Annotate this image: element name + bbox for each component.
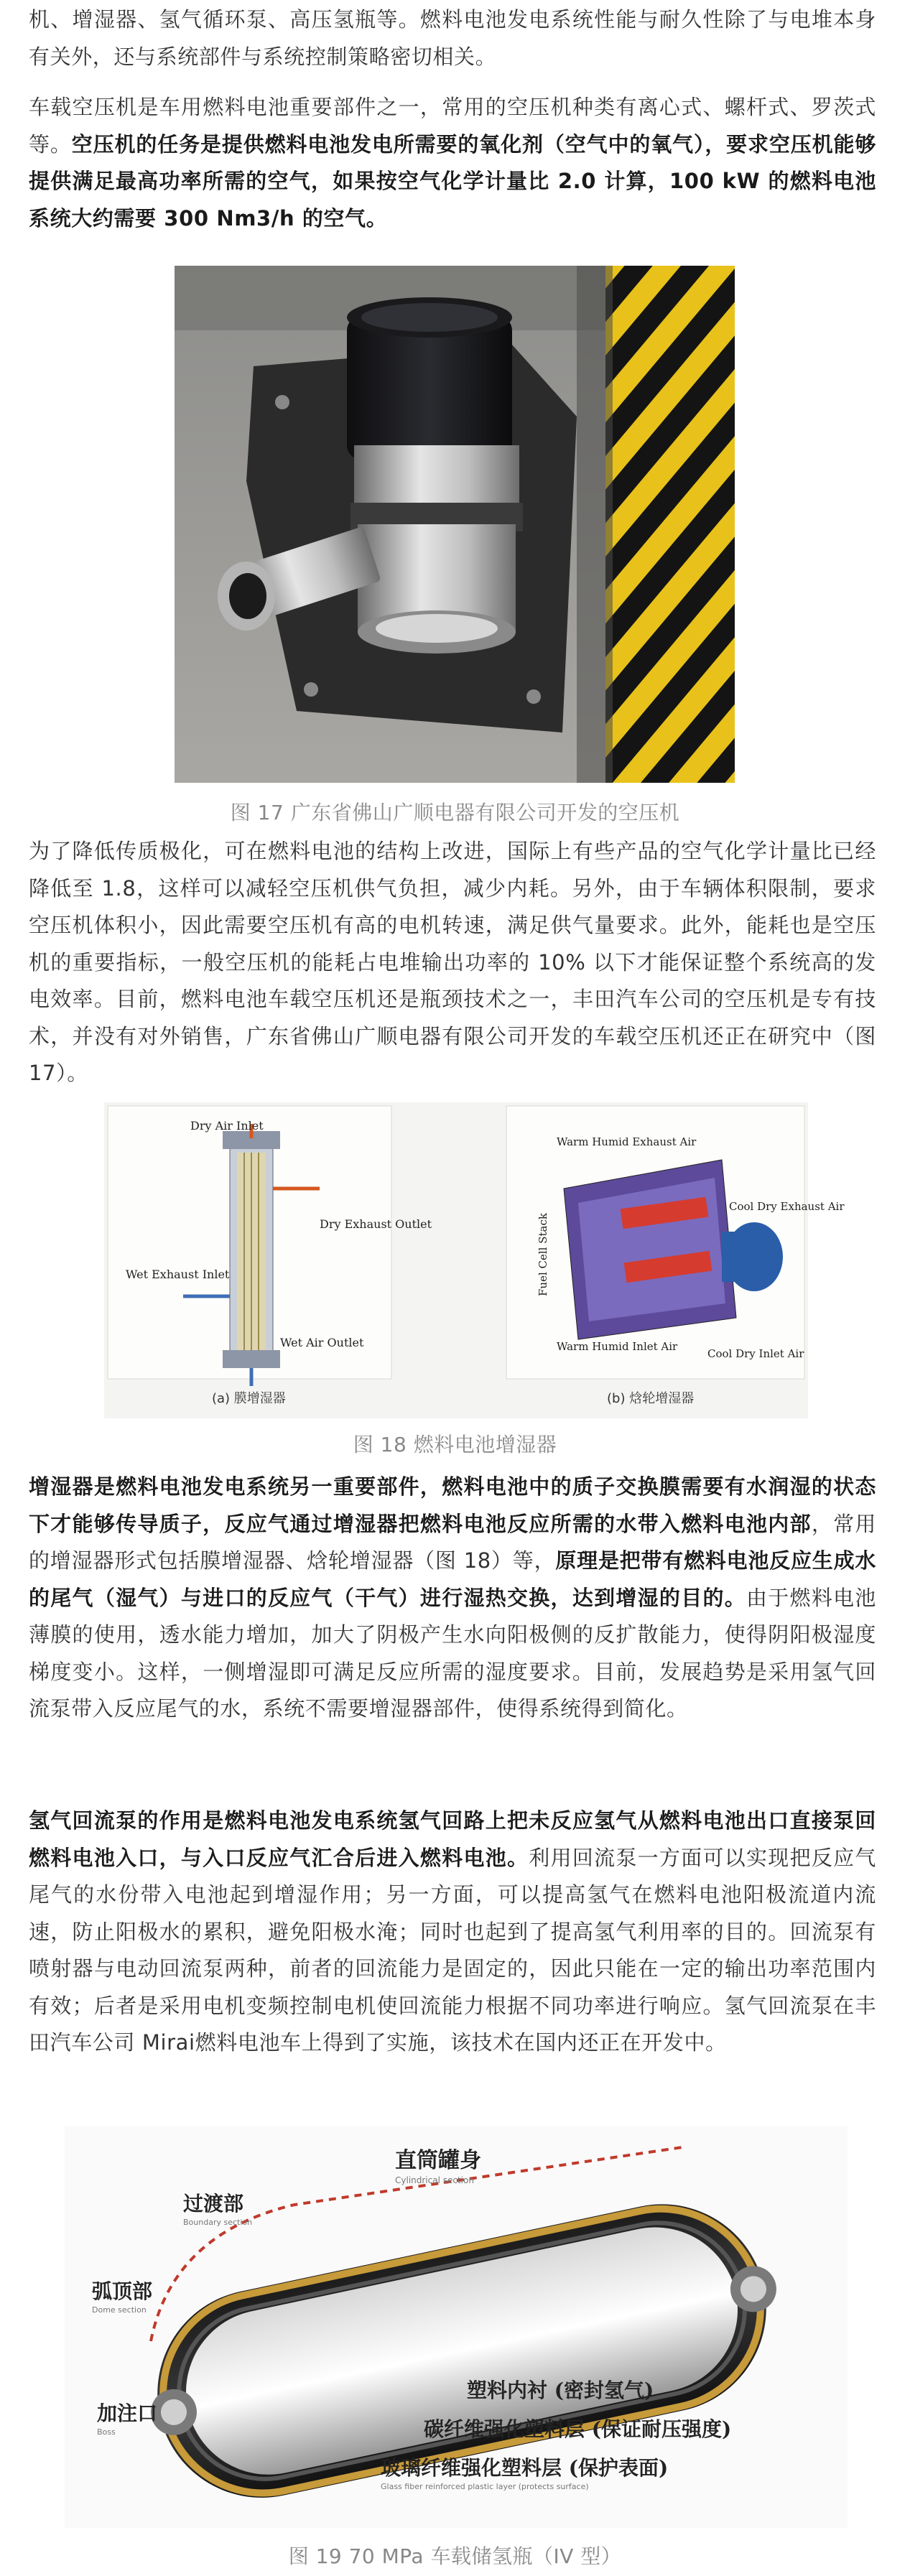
transition-en-label: Boundary section — [183, 2218, 253, 2227]
figure-18-caption: 图 18 燃料电池增湿器 — [353, 1433, 557, 1456]
glass-layer-en-label: Glass fiber reinforced plastic layer (protects surface) — [381, 2482, 589, 2491]
membrane-humidifier-sublabel: (a) 膜增湿器 — [212, 1391, 286, 1406]
compressor-bold-text: 空压机的任务是提供燃料电池发电所需要的氧化剂（空气中的氧气），要求空压机能够提供满足最高功率所需的空气，如果按空气化学计量比 2.0 计算，100 kW 的燃料电池系统大约需要 300 Nm3/h 的空气。 — [29, 131, 876, 231]
humidifier-bold-text-1: 增湿器是燃料电池发电系统另一重要部件，燃料电池中的质子交换膜需要有水润湿的状态下才能够传导质子，反应气通过增湿器把燃料电池反应所需的水带入燃料电池内部 — [29, 1474, 876, 1536]
enthalpy-wheel-diagram — [506, 1106, 845, 1406]
figure-17-compressor-photo — [175, 266, 735, 783]
cylinder-body-en-label: Cylindrical section — [395, 2175, 474, 2185]
liner-label: 塑料内衬 (密封氢气) — [467, 2379, 654, 2402]
wet-exhaust-inlet-label: Wet Exhaust Inlet — [126, 1268, 230, 1281]
humidifier-text-1: ，常用的增湿器形式包括膜增湿器、焓轮增湿器（图 18）等， — [29, 1511, 876, 1573]
figure-19-hydrogen-tank — [65, 2126, 848, 2528]
paragraph-compressor — [29, 89, 876, 237]
membrane-humidifier-diagram — [108, 1106, 432, 1406]
warm-humid-exhaust-label: Warm Humid Exhaust Air — [557, 1135, 697, 1148]
humidifier-bold-text-2: 原理是把带有燃料电池反应生成水的尾气（湿气）与进口的反应气（干气）进行湿热交换，达到增湿的目的。 — [29, 1548, 876, 1610]
dry-exhaust-outlet-label: Dry Exhaust Outlet — [320, 1217, 432, 1231]
humidifier-text-2: 由于燃料电池薄膜的使用，透水能力增加，加大了阴极产生水向阳极侧的反扩散能力，使得阴阳极湿度梯度变小。这样，一侧增湿即可满足反应所需的湿度要求。目前，发展趋势是采用氢气回流泵带入反应尾气的水，系统不需要增湿器部件，使得系统得到简化。 — [29, 1585, 876, 1721]
warm-humid-inlet-label: Warm Humid Inlet Air — [557, 1340, 678, 1353]
figure-19-caption: 图 19 70 MPa 车载储氢瓶（IV 型） — [288, 2544, 622, 2568]
paragraph-humidifier — [29, 1469, 876, 1728]
dome-en-label: Dome section — [92, 2305, 147, 2315]
dome-label: 弧顶部 — [92, 2279, 153, 2303]
paragraph-intro: 机、增湿器、氢气循环泵、高压氢瓶等。燃料电池发电系统性能与耐久性除了与电堆本身有关外，还与系统部件与系统控制策略密切相关。 — [29, 7, 876, 69]
pump-text: 利用回流泵一方面可以实现把反应气尾气的水份带入电池起到增湿作用；另一方面，可以提高氢气在燃料电池阳极流道内流速，防止阳极水的累积，避免阳极水淹；同时也起到了提高氢气利用率的目的。回流泵有喷射器与电动回流泵两种，前者的回流能力是固定的，因此只能在一定的输出功率范围内有效；后者是采用电机变频控制电机使回流能力根据不同功率进行响应。氢气回流泵在丰田汽车公司 Mirai燃料电池车上得到了实施，该技术在国内还正在开发中。 — [29, 1845, 876, 2055]
enthalpy-wheel-sublabel: (b) 焓轮增湿器 — [607, 1391, 695, 1406]
filling-port-en-label: Boss — [97, 2427, 116, 2437]
carbon-layer-label: 碳纤维强化塑料层 (保证耐压强度) — [424, 2417, 732, 2441]
hazard-stripe — [605, 266, 735, 783]
cylinder-body-label: 直筒罐身 — [395, 2148, 481, 2173]
paragraph-hydrogen-pump — [29, 1803, 876, 2062]
filling-port-label: 加注口 — [97, 2401, 158, 2425]
figure-17-caption: 图 17 广东省佛山广顺电器有限公司开发的空压机 — [230, 801, 680, 824]
cool-dry-exhaust-label: Cool Dry Exhaust Air — [729, 1200, 845, 1213]
figure-18-humidifiers — [104, 1102, 845, 1418]
dry-air-inlet-label: Dry Air Inlet — [190, 1119, 264, 1133]
transition-label: 过渡部 — [183, 2192, 244, 2215]
fuel-cell-stack-label: Fuel Cell Stack — [537, 1213, 549, 1296]
cool-dry-inlet-label: Cool Dry Inlet Air — [707, 1347, 804, 1360]
wet-air-outlet-label: Wet Air Outlet — [280, 1336, 364, 1349]
paragraph-compressor-2: 为了降低传质极化，可在燃料电池的结构上改进，国际上有些产品的空气化学计量比已经降低至 1.8，这样可以减轻空压机供气负担，减少内耗。另外，由于车辆体积限制，要求空压机体积小，因此需要空压机有高的电机转速，满足供气量要求。此外，能耗也是空压机的重要指标，一般空压机的能耗占电堆输出功率的 10% 以下才能保证整个系统高的发电效率。目前，燃料电池车载空压机还是瓶颈技术之一，丰田汽车公司的空压机是专有技术，并没有对外销售，广东省佛山广顺电器有限公司开发的车载空压机还正在研究中（图 17）。 — [29, 839, 876, 1085]
glass-layer-label: 玻璃纤维强化塑料层 (保护表面) — [381, 2456, 669, 2480]
compressor-text: 车载空压机是车用燃料电池重要部件之一，常用的空压机种类有离心式、螺杆式、罗茨式等。 — [29, 95, 876, 157]
pump-bold-text: 氢气回流泵的作用是燃料电池发电系统氢气回路上把未反应氢气从燃料电池出口直接泵回燃料电池入口，与入口反应气汇合后进入燃料电池。 — [29, 1808, 876, 1870]
